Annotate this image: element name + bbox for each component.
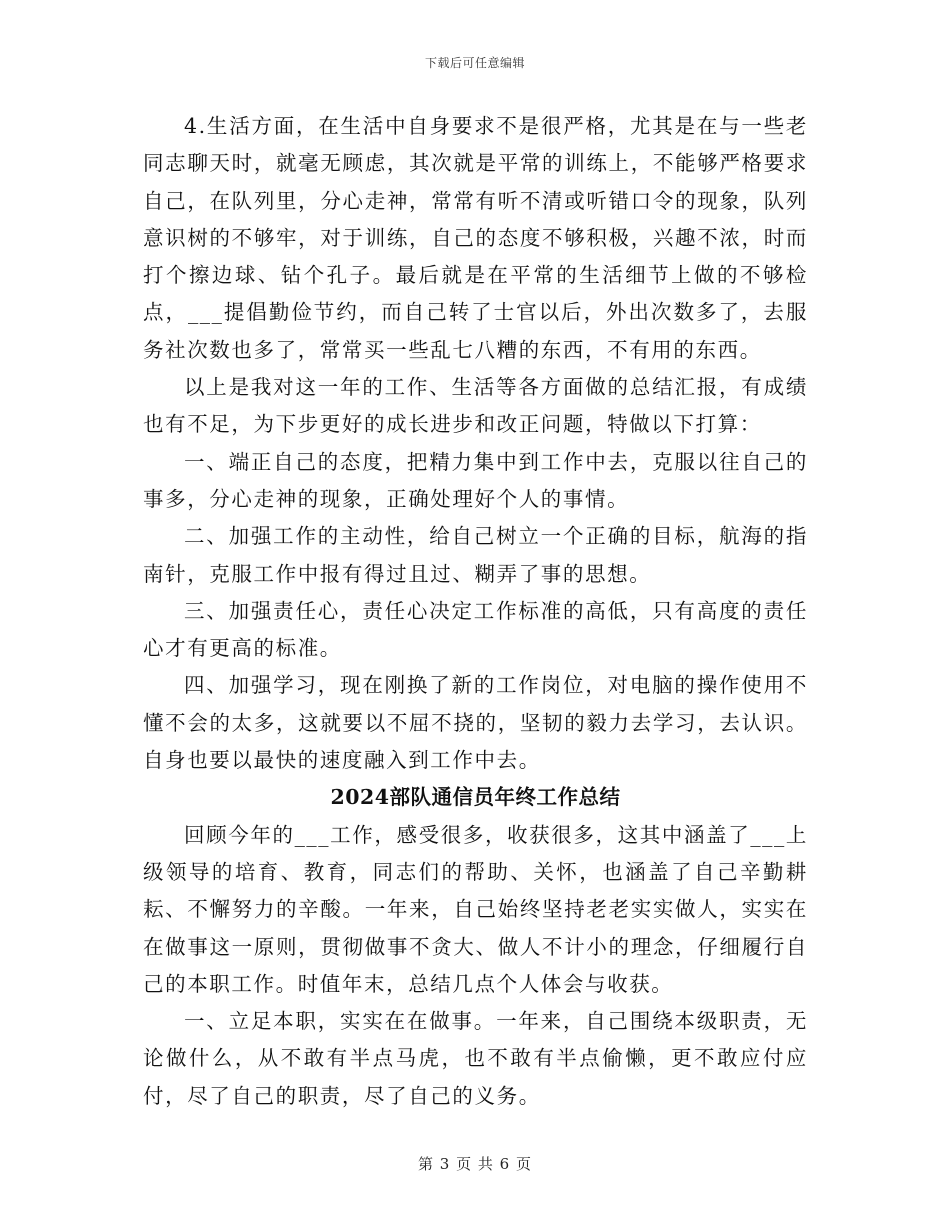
page-number: 第 3 页 共 6 页 (418, 1155, 532, 1173)
section-title: 2024部队通信员年终工作总结 (330, 785, 621, 810)
paragraph-review: 回顾今年的___工作，感受很多，收获很多，这其中涵盖了___上级领导的培育、教育，同志们的帮助、关怀，也涵盖了自己辛勤耕耘、不懈努力的辛酸。一年来，自己始终坚持老老实实做人，实实在在做事这一原则，贯彻做事不贪大、做人不计小的理念，仔细履行自己的本职工作。时值年末，总结几点个人体会与收获。 (143, 822, 808, 996)
paragraph-plan-4: 四、加强学习，现在刚换了新的工作岗位，对电脑的操作使用不懂不会的太多，这就要以不屈不挠的，坚韧的毅力去学习，去认识。自身也要以最快的速度融入到工作中去。 (143, 673, 808, 773)
paragraph-plan-2: 二、加强工作的主动性，给自己树立一个正确的目标，航海的指南针，克服工作中报有得过且过、糊弄了事的思想。 (143, 524, 808, 586)
paragraph-life-aspect: 4.生活方面，在生活中自身要求不是很严格，尤其是在与一些老同志聊天时，就毫无顾虑，其次就是平常的训练上，不能够严格要求自己，在队列里，分心走神，常常有听不清或听错口令的现象，队列意识树的不够牢，对于训练，自己的态度不够积极，兴趣不浓，时而打个擦边球、钻个孔子。最后就是在平常的生活细节上做的不够检点，___提倡勤俭节约，而自己转了士官以后，外出次数多了，去服务社次数也多了，常常买一些乱七八糟的东西，不有用的东西。 (143, 114, 808, 362)
page-header-note: 下载后可任意编辑 (424, 56, 525, 70)
document-body (143, 108, 808, 1115)
paragraph-summary-intro: 以上是我对这一年的工作、生活等各方面做的总结汇报，有成绩也有不足，为下步更好的成长进步和改正问题，特做以下打算： (143, 375, 808, 437)
paragraph-plan-3: 三、加强责任心，责任心决定工作标准的高低，只有高度的责任心才有更高的标准。 (143, 598, 808, 661)
paragraph-point-1: 一、立足本职，实实在在做事。一年来，自己围绕本级职责，无论做什么，从不敢有半点马虎，也不敢有半点偷懒，更不敢应付应付，尽了自己的职责，尽了自己的义务。 (143, 1009, 808, 1108)
paragraph-plan-1: 一、端正自己的态度，把精力集中到工作中去，克服以往自己的事多，分心走神的现象，正确处理好个人的事情。 (143, 449, 808, 511)
